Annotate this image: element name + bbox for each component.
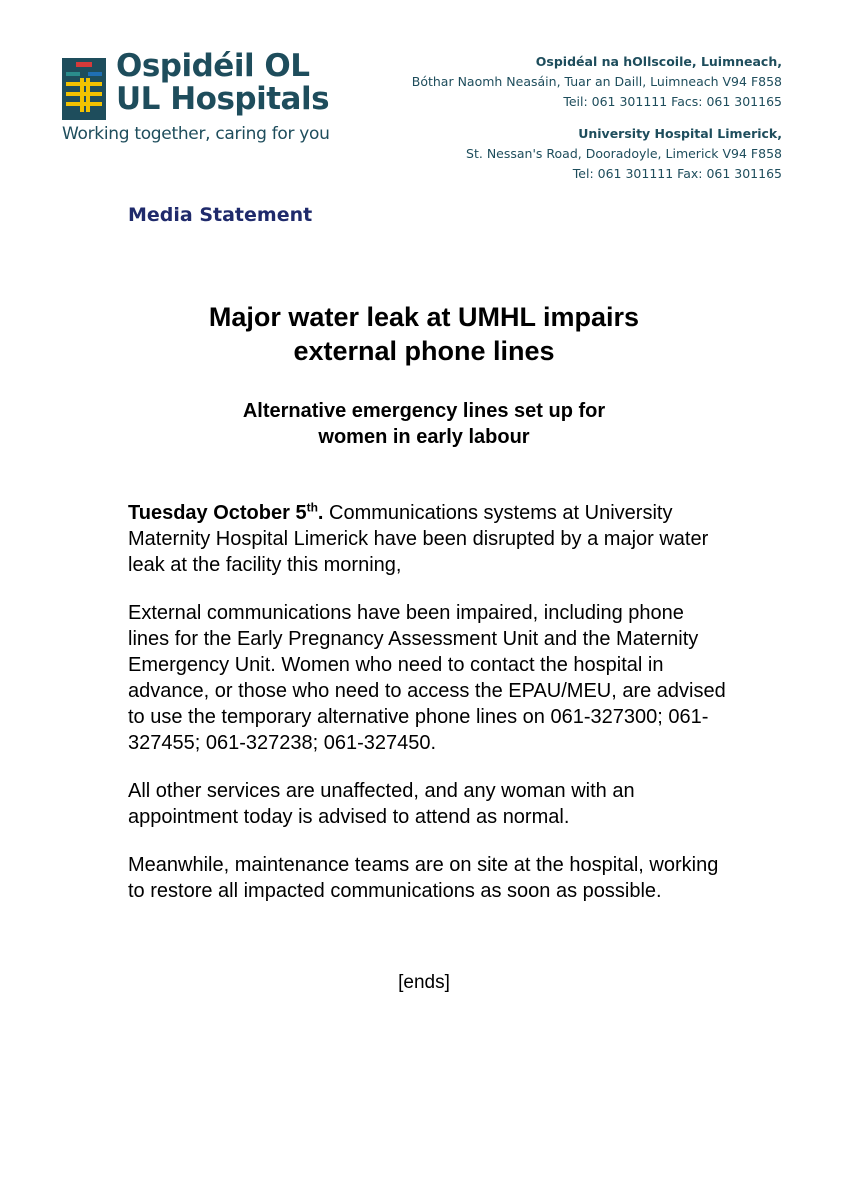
ends-marker: [ends] — [398, 972, 450, 993]
subheadline-line-2: women in early labour — [318, 426, 530, 448]
dateline — [128, 502, 323, 524]
address-english-phone: Tel: 061 301111 Fax: 061 301165 — [572, 166, 782, 181]
subheadline — [0, 398, 848, 450]
paragraph-2: External communications have been impaired, including phone lines for the Early Pregnancy Assessment Unit and the Maternity Emergency Unit. Women who need to contact the hospital in advance, or those who need to access the EPAU/MEU, are advised to use the temporary alternative phone lines on 061-327300; 061-327455; 061-327238; 061-327450. — [128, 602, 726, 754]
address-english-street: St. Nessan's Road, Dooradoyle, Limerick V94 F858 — [466, 146, 782, 161]
dateline-text: Tuesday October 5 — [128, 502, 307, 524]
paragraph-3: All other services are unaffected, and any woman with an appointment today is advised to attend as normal. — [128, 780, 635, 828]
headline-line-1: Major water leak at UMHL impairs — [208, 302, 640, 332]
address-english-name: University Hospital Limerick, — [578, 126, 782, 141]
dateline-period: . — [317, 502, 324, 524]
address-irish-name: Ospidéal na hOllscoile, Luimneach, — [535, 54, 782, 69]
media-statement-label: Media Statement — [128, 204, 313, 226]
address-irish-phone: Teil: 061 301111 Facs: 061 301165 — [563, 94, 782, 109]
ul-hospitals-logo-icon — [62, 58, 106, 120]
subheadline-line-1: Alternative emergency lines set up for — [242, 400, 606, 422]
statement-body — [128, 500, 728, 926]
headline-line-2: external phone lines — [293, 336, 555, 366]
logo-name-irish: Ospidéil OL — [116, 48, 310, 84]
paragraph-4: Meanwhile, maintenance teams are on site at the hospital, working to restore all impacted communications as soon as possible. — [128, 854, 719, 902]
paragraph-1 — [128, 500, 728, 578]
address-irish — [412, 52, 782, 112]
dateline-suffix: th — [306, 500, 318, 515]
paragraph-1-text: Communications systems at University Maternity Hospital Limerick have been disrupted by a major water leak at the facility this morning, — [128, 502, 709, 576]
logo-tagline: Working together, caring for you — [62, 124, 330, 144]
address-irish-street: Bóthar Naomh Neasáin, Tuar an Daill, Luimneach V94 F858 — [411, 74, 782, 89]
logo-wordmark — [116, 50, 329, 116]
logo-name-english: UL Hospitals — [116, 81, 330, 117]
headline — [0, 300, 848, 368]
address-english — [466, 124, 782, 184]
